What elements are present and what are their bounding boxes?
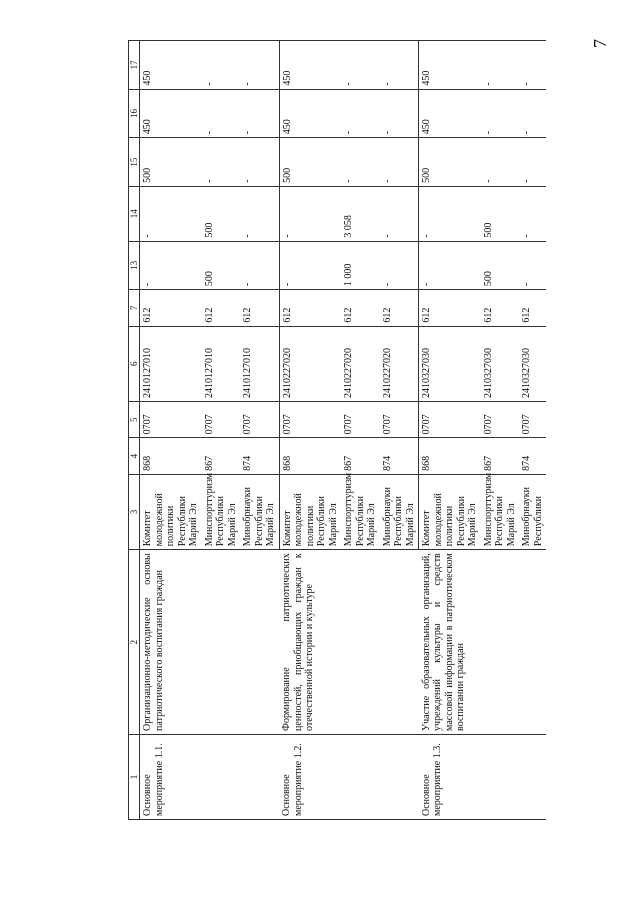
- value-cell: -: [240, 186, 279, 241]
- value-cell: -: [240, 138, 279, 187]
- header-cell: 17: [129, 41, 140, 90]
- code-cell: 868: [419, 438, 481, 474]
- type-cell: 612: [519, 290, 546, 326]
- header-cell: 3: [129, 474, 140, 549]
- value-cell: -: [380, 241, 419, 290]
- section-cell: 0707: [380, 401, 419, 437]
- value-cell: 500: [140, 138, 202, 187]
- budget-table: [128, 40, 546, 820]
- value-cell: -: [419, 186, 481, 241]
- value-cell: -: [279, 241, 341, 290]
- value-cell: 450: [140, 89, 202, 138]
- value-cell: 500: [202, 186, 241, 241]
- section-cell: 0707: [341, 401, 380, 437]
- rotated-table-container: [128, 40, 618, 820]
- value-cell: 1 000: [341, 241, 380, 290]
- value-cell: -: [202, 138, 241, 187]
- value-cell: -: [481, 138, 520, 187]
- header-cell: 5: [129, 401, 140, 437]
- value-cell: -: [380, 41, 419, 90]
- header-cell: 16: [129, 89, 140, 138]
- type-cell: 612: [202, 290, 241, 326]
- code-cell: 874: [519, 438, 546, 474]
- description-cell: Организационно-методические основы патриотического воспитания граждан: [140, 550, 280, 735]
- value-cell: -: [419, 241, 481, 290]
- type-cell: 612: [481, 290, 520, 326]
- value-cell: -: [481, 89, 520, 138]
- value-cell: -: [140, 241, 202, 290]
- value-cell: -: [341, 89, 380, 138]
- type-cell: 612: [380, 290, 419, 326]
- value-cell: 3 058: [341, 186, 380, 241]
- org-cell: Минобрнауки Республики Марий Эл: [240, 474, 279, 549]
- value-cell: -: [380, 186, 419, 241]
- target-cell: 2410127010: [202, 326, 241, 401]
- value-cell: -: [519, 41, 546, 90]
- activity-cell: Основное мероприятие 1.3.: [419, 734, 547, 819]
- value-cell: -: [202, 41, 241, 90]
- value-cell: -: [519, 241, 546, 290]
- target-cell: 2410127010: [240, 326, 279, 401]
- code-cell: 874: [240, 438, 279, 474]
- section-cell: 0707: [279, 401, 341, 437]
- target-cell: 2410327030: [481, 326, 520, 401]
- type-cell: 612: [419, 290, 481, 326]
- value-cell: 450: [140, 41, 202, 90]
- section-cell: 0707: [419, 401, 481, 437]
- value-cell: -: [240, 41, 279, 90]
- value-cell: 450: [419, 89, 481, 138]
- header-cell: 1: [129, 734, 140, 819]
- value-cell: 500: [419, 138, 481, 187]
- type-cell: 612: [240, 290, 279, 326]
- target-cell: 2410227020: [341, 326, 380, 401]
- header-cell: 2: [129, 550, 140, 735]
- description-cell: Участие образовательных организаций, учреждений культуры и средств массовой информации в патриотическом воспитании граждан: [419, 550, 547, 735]
- section-cell: 0707: [519, 401, 546, 437]
- value-cell: -: [240, 89, 279, 138]
- header-cell: 6: [129, 326, 140, 401]
- target-cell: 2410327030: [519, 326, 546, 401]
- header-cell: 7: [129, 290, 140, 326]
- header-cell: 13: [129, 241, 140, 290]
- org-cell: Комитет молодежной политики Республики Марий Эл: [419, 474, 481, 549]
- section-cell: 0707: [481, 401, 520, 437]
- value-cell: 500: [279, 138, 341, 187]
- value-cell: -: [240, 241, 279, 290]
- code-cell: 867: [481, 438, 520, 474]
- org-cell: Комитет молодежной политики Республики Марий Эл: [140, 474, 202, 549]
- type-cell: 612: [140, 290, 202, 326]
- section-cell: 0707: [202, 401, 241, 437]
- value-cell: 500: [481, 241, 520, 290]
- header-cell: 15: [129, 138, 140, 187]
- target-cell: 2410127010: [140, 326, 202, 401]
- type-cell: 612: [341, 290, 380, 326]
- org-cell: Минспорттуризм Республики Марий Эл: [202, 474, 241, 549]
- section-cell: 0707: [240, 401, 279, 437]
- value-cell: -: [341, 138, 380, 187]
- value-cell: 450: [279, 89, 341, 138]
- value-cell: -: [519, 186, 546, 241]
- header-row: [129, 41, 140, 820]
- value-cell: 500: [481, 186, 520, 241]
- value-cell: -: [380, 138, 419, 187]
- org-cell: Минспорттуризм Республики Марий Эл: [481, 474, 520, 549]
- description-cell: Формирование патриотических ценностей, приобщающих граждан к отечественной истории и культуре: [279, 550, 419, 735]
- value-cell: 500: [202, 241, 241, 290]
- org-cell: Минобрнауки Республики: [519, 474, 546, 549]
- value-cell: -: [341, 41, 380, 90]
- target-cell: 2410227020: [380, 326, 419, 401]
- value-cell: -: [519, 89, 546, 138]
- page-number: 7: [590, 39, 610, 48]
- header-cell: 4: [129, 438, 140, 474]
- value-cell: -: [519, 138, 546, 187]
- activity-cell: Основное мероприятие 1.2.: [279, 734, 419, 819]
- org-cell: Минобрнауки Республики Марий Эл: [380, 474, 419, 549]
- code-cell: 874: [380, 438, 419, 474]
- table-row: [279, 41, 341, 820]
- value-cell: -: [481, 41, 520, 90]
- target-cell: 2410227020: [279, 326, 341, 401]
- value-cell: -: [380, 89, 419, 138]
- value-cell: -: [202, 89, 241, 138]
- section-cell: 0707: [140, 401, 202, 437]
- value-cell: -: [279, 186, 341, 241]
- value-cell: -: [140, 186, 202, 241]
- org-cell: Комитет молодежной политики Республики Марий Эл: [279, 474, 341, 549]
- org-cell: Минспорттуризм Республики Марий Эл: [341, 474, 380, 549]
- value-cell: 450: [279, 41, 341, 90]
- type-cell: 612: [279, 290, 341, 326]
- code-cell: 867: [341, 438, 380, 474]
- value-cell: 450: [419, 41, 481, 90]
- code-cell: 868: [279, 438, 341, 474]
- code-cell: 867: [202, 438, 241, 474]
- activity-cell: Основное мероприятие 1.1.: [140, 734, 280, 819]
- header-cell: 14: [129, 186, 140, 241]
- code-cell: 868: [140, 438, 202, 474]
- target-cell: 2410327030: [419, 326, 481, 401]
- table-row: [140, 41, 202, 820]
- table-row: [419, 41, 481, 820]
